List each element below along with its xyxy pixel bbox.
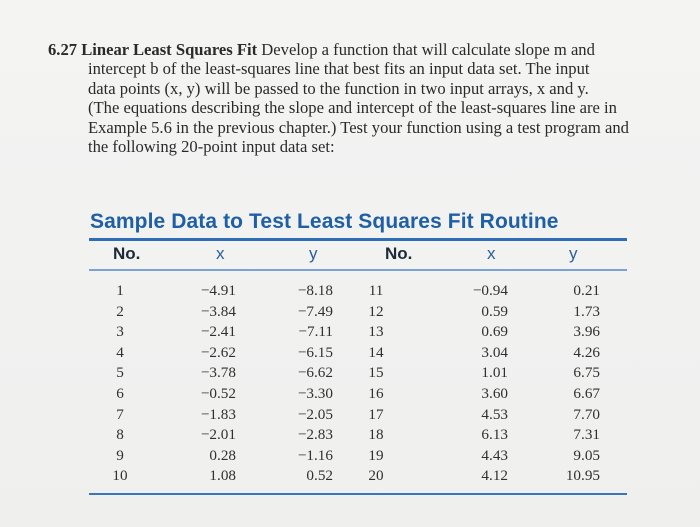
- table-cell: 1.08: [209, 467, 236, 485]
- table-cell: 3.04: [481, 343, 508, 361]
- table-cell: −0.94: [472, 282, 508, 299]
- column-x-right: [462, 281, 508, 487]
- table-cell: 0.21: [573, 282, 600, 299]
- table-title: Sample Data to Test Least Squares Fit Routine: [90, 210, 559, 233]
- table-cell: −0.52: [200, 384, 236, 402]
- table-cell: 3.60: [481, 384, 508, 402]
- table-cell: −7.11: [298, 323, 333, 341]
- table-cell: 4: [116, 343, 124, 361]
- table-cell: 6: [116, 384, 124, 402]
- table-cell: 0.52: [306, 467, 333, 485]
- table-cell: −2.62: [200, 343, 236, 361]
- table-cell: −6.62: [297, 364, 333, 382]
- table-cell: 19: [368, 446, 384, 464]
- table-cell: 10.95: [565, 467, 600, 485]
- problem-first-line: [48, 40, 633, 59]
- problem-line-6: the following 20-point input data set:: [88, 137, 335, 157]
- table-cell: 1: [116, 282, 124, 299]
- header-no-left: No.: [113, 244, 141, 263]
- table-cell: 10: [112, 467, 128, 485]
- table-cell: −2.05: [297, 405, 333, 423]
- table-cell: 20: [368, 467, 384, 485]
- table-cell: 6.67: [573, 384, 600, 402]
- table-cell: −3.30: [297, 384, 333, 402]
- table-cell: −1.16: [297, 446, 333, 464]
- table-cell: 9.05: [573, 446, 600, 464]
- problem-number: 6.27: [48, 40, 78, 59]
- table-cell: 7: [116, 405, 124, 423]
- table-cell: 8: [116, 426, 124, 444]
- table-cell: −3.84: [200, 302, 236, 320]
- table-cell: 4.53: [481, 405, 508, 423]
- table-cell: 1.01: [481, 364, 508, 382]
- table-bottom-rule: [89, 493, 627, 495]
- table-cell: −7.49: [297, 302, 333, 320]
- table-cell: 4.26: [573, 343, 600, 361]
- table-cell: −2.01: [200, 426, 236, 444]
- problem-line-3: data points (x, y) will be passed to the function in two input arrays, x and y.: [88, 78, 589, 98]
- column-y-right: [552, 281, 600, 487]
- problem-line-2: intercept b of the least-squares line that best fits an input data set. The input: [88, 59, 590, 79]
- table-cell: 1.73: [573, 302, 600, 320]
- table-cell: −8.18: [297, 282, 333, 299]
- table-cell: 5: [116, 364, 124, 382]
- problem-line-4: (The equations describing the slope and intercept of the least-squares line are in: [88, 98, 617, 118]
- header-y-left: y: [309, 244, 318, 263]
- table-cell: −2.41: [200, 323, 236, 341]
- column-no-left: [105, 281, 135, 487]
- column-y-left: [282, 281, 333, 487]
- table-cell: −1.83: [200, 405, 236, 423]
- table-cell: 0.28: [209, 446, 236, 464]
- table-cell: 14: [368, 343, 384, 361]
- table-cell: 6.13: [481, 426, 508, 444]
- table-cell: 3: [116, 323, 124, 341]
- header-x-right: x: [487, 244, 496, 263]
- table-cell: 3.96: [573, 323, 600, 341]
- header-y-right: y: [569, 244, 578, 263]
- table-cell: 18: [368, 426, 384, 444]
- header-x-left: x: [216, 244, 225, 263]
- problem-line-5: Example 5.6 in the previous chapter.) Test your function using a test program and: [88, 117, 629, 137]
- table-cell: 6.75: [573, 364, 600, 382]
- table-cell: −3.78: [200, 364, 236, 382]
- table-cell: −4.91: [200, 282, 236, 299]
- table-cell: 12: [368, 302, 384, 320]
- table-header-rule: [89, 269, 627, 271]
- table-cell: −6.15: [297, 343, 333, 361]
- table-cell: 11: [368, 282, 384, 299]
- table-cell: 13: [368, 323, 384, 341]
- header-no-right: No.: [385, 244, 413, 263]
- table-cell: 15: [368, 364, 384, 382]
- table-cell: 4.12: [481, 467, 508, 485]
- table-top-rule: [89, 238, 627, 241]
- table-cell: 7.70: [573, 405, 600, 423]
- problem-statement: [48, 40, 633, 156]
- table-cell: 7.31: [573, 426, 600, 444]
- problem-title: Linear Least Squares Fit: [81, 40, 258, 59]
- table-cell: 4.43: [481, 446, 508, 464]
- column-no-right: [356, 281, 396, 487]
- table-cell: 16: [368, 384, 384, 402]
- table-cell: −2.83: [297, 426, 333, 444]
- table-cell: 9: [116, 446, 124, 464]
- table-cell: 0.69: [481, 323, 508, 341]
- problem-line-1: Develop a function that will calculate slope m and: [261, 40, 595, 59]
- column-x-left: [186, 281, 236, 487]
- table-cell: 17: [368, 405, 384, 423]
- table-cell: 2: [116, 302, 124, 320]
- table-cell: 0.59: [481, 302, 508, 320]
